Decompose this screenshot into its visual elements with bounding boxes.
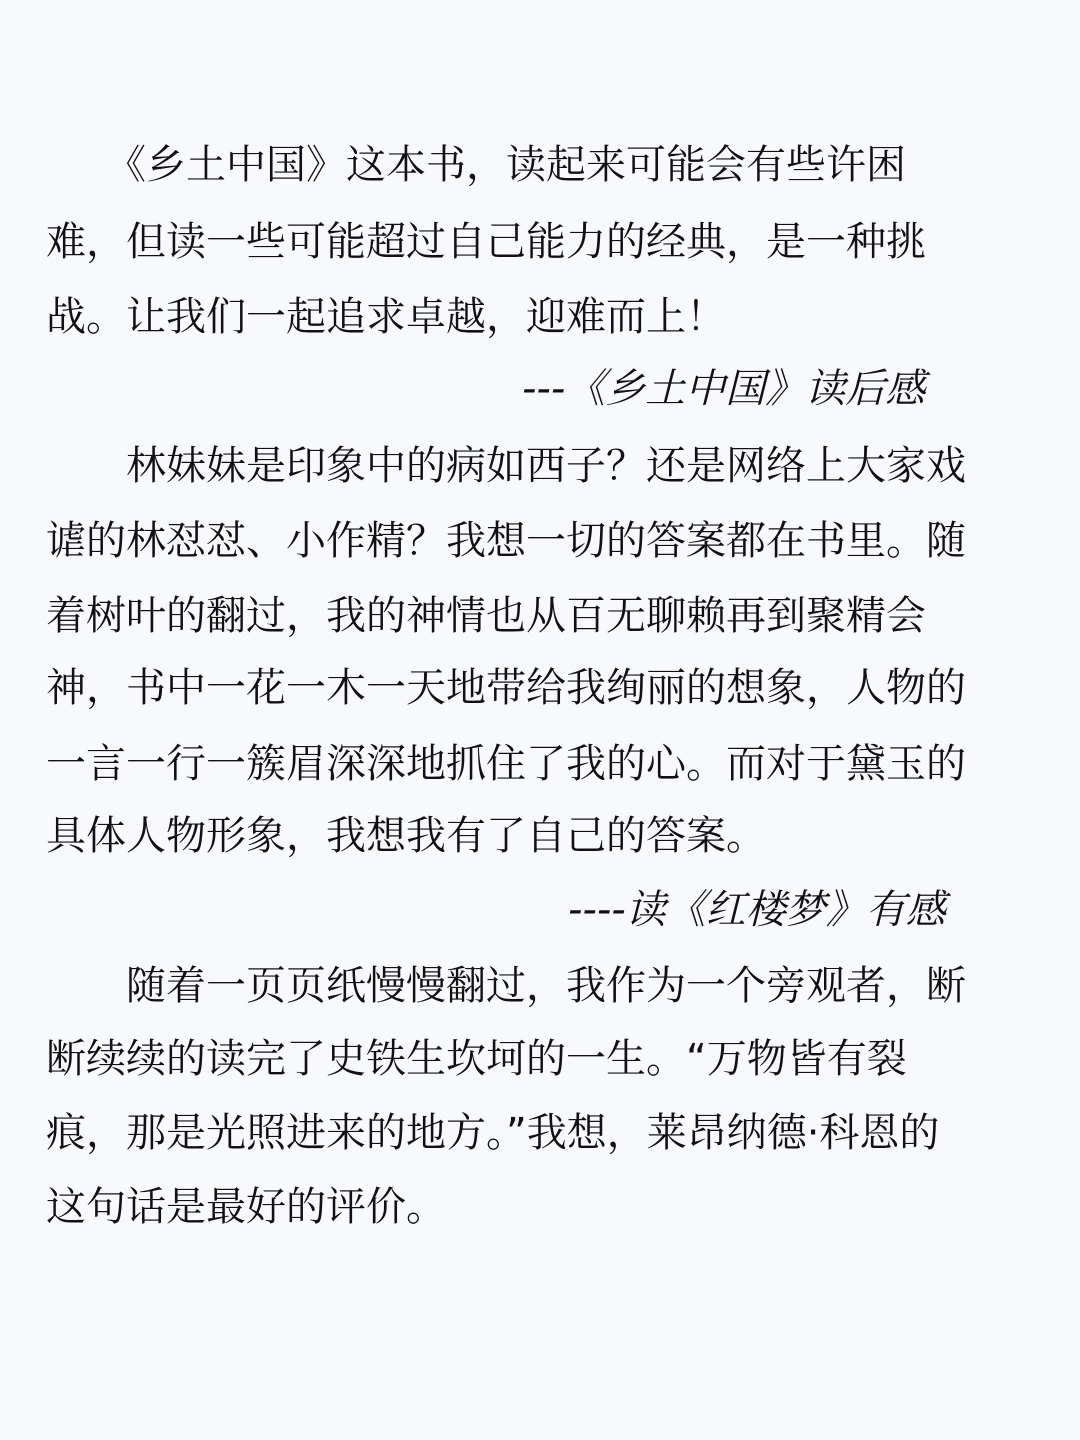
paragraph-2-line-6: 具体人物形象，我想我有了自己的答案。 [46, 813, 766, 859]
paragraph-2-line-2: 谑的林怼怼、小作精？我想一切的答案都在书里。随 [46, 518, 966, 564]
paragraph-1-line-3: 战。让我们一起追求卓越，迎难而上！ [46, 294, 726, 340]
signature-1: ---《乡土中国》读后感 [522, 366, 926, 412]
paragraph-2-line-1: 林妹妹是印象中的病如西子？还是网络上大家戏 [46, 443, 966, 489]
paragraph-3-line-1: 随着一页页纸慢慢翻过，我作为一个旁观者，断 [46, 963, 966, 1009]
paragraph-2-line-3: 着树叶的翻过，我的神情也从百无聊赖再到聚精会 [46, 593, 926, 639]
paragraph-1-line-1: 《乡土中国》这本书，读起来可能会有些许困 [46, 142, 906, 188]
paragraph-3-line-3: 痕，那是光照进来的地方。”我想，莱昂纳德·科恩的 [46, 1110, 940, 1156]
paragraph-3-line-2: 断续续的读完了史铁生坎坷的一生。“万物皆有裂 [46, 1036, 907, 1082]
paragraph-2-line-5: 一言一行一簇眉深深地抓住了我的心。而对于黛玉的 [46, 741, 966, 787]
paragraph-1-line-2: 难，但读一些可能超过自己能力的经典，是一种挑 [46, 219, 926, 265]
paragraph-2-line-4: 神，书中一花一木一天地带给我绚丽的想象，人物的 [46, 665, 966, 711]
signature-2: ----读《红楼梦》有感 [568, 887, 946, 933]
paragraph-3-line-4: 这句话是最好的评价。 [46, 1184, 446, 1230]
